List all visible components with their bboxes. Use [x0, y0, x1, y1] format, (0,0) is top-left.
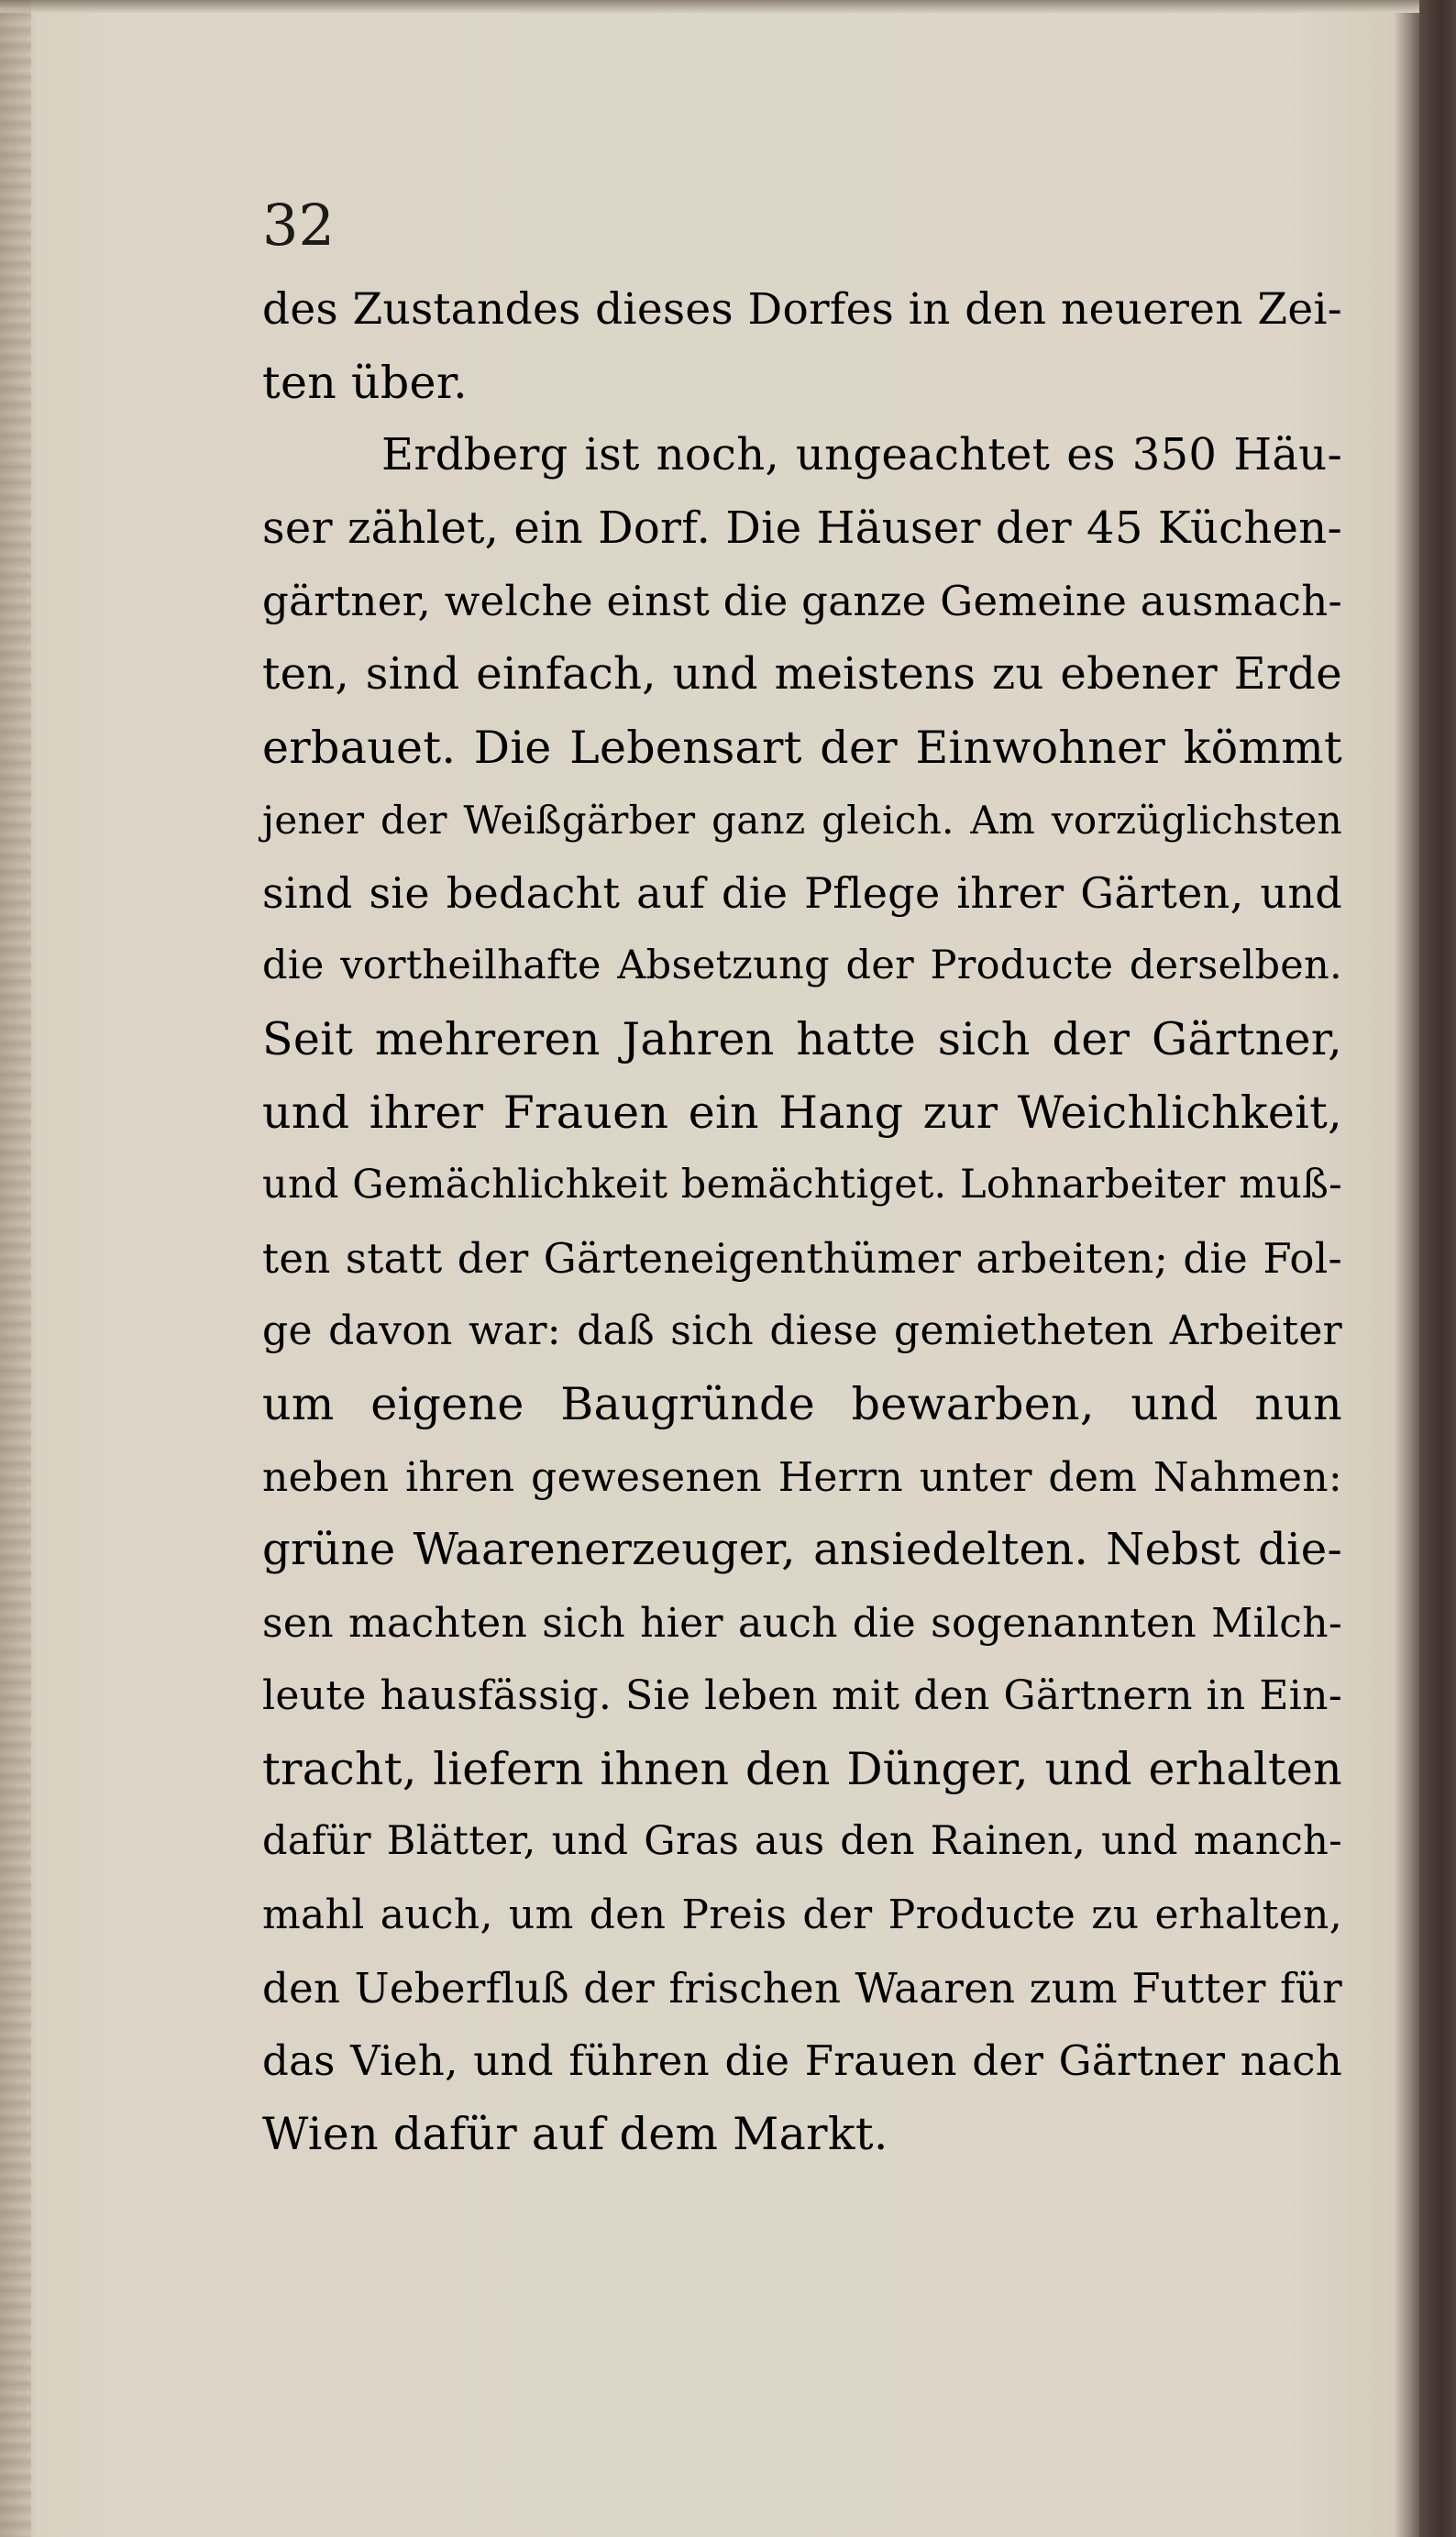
- text-line: des Zustandes dieses Dorfes in den neueren Zei-: [262, 284, 1342, 335]
- book-cover-edge: [1419, 0, 1456, 2537]
- text-line: Erdberg ist noch, ungeachtet es 350 Häu-: [381, 429, 1342, 481]
- text-line: Wien dafür auf dem Markt.: [262, 2107, 888, 2160]
- text-line: ten statt der Gärteneigenthümer arbeiten; die Fol-: [262, 1233, 1342, 1283]
- text-line: jener der Weißgärber ganz gleich. Am vorzüglichsten: [262, 798, 1342, 844]
- body-text: [262, 273, 1342, 2170]
- text-line: sind sie bedacht auf die Pflege ihrer Gärten, und: [262, 867, 1342, 918]
- text-line: sen machten sich hier auch die sogenannten Milch-: [262, 1599, 1342, 1647]
- text-line: mahl auch, um den Preis der Producte zu erhalten,: [262, 1892, 1342, 1939]
- page-top-edge: [0, 0, 1456, 13]
- text-line: um eigene Baugründe bewarben, und nun: [262, 1377, 1342, 1430]
- text-line: grüne Waarenerzeuger, ansiedelten. Nebst die-: [262, 1524, 1342, 1576]
- text-line: und Gemächlichkeit bemächtiget. Lohnarbeiter muß-: [262, 1162, 1342, 1208]
- text-line: ser zählet, ein Dorf. Die Häuser der 45 Küchen-: [262, 502, 1342, 554]
- text-line: ten über.: [262, 356, 469, 409]
- text-line: die vortheilhafte Absetzung der Producte derselben.: [262, 943, 1342, 989]
- text-line: dafür Blätter, und Gras aus den Rainen, und manch-: [262, 1818, 1342, 1865]
- text-line: den Ueberfluß der frischen Waaren zum Futter für: [262, 1963, 1342, 2013]
- text-line: tracht, liefern ihnen den Dünger, und erhalten: [262, 1742, 1342, 1795]
- text-line: Seit mehreren Jahren hatte sich der Gärtner,: [262, 1012, 1342, 1065]
- text-line: und ihrer Frauen ein Hang zur Weichlichkeit,: [262, 1086, 1342, 1139]
- text-line: gärtner, welche einst die ganze Gemeine ausmach-: [262, 577, 1342, 626]
- text-line: ge davon war: daß sich diese gemietheten Arbeiter: [262, 1307, 1342, 1355]
- text-line: neben ihren gewesenen Herrn unter dem Nahmen:: [262, 1453, 1342, 1501]
- text-line: ten, sind einfach, und meistens zu ebener Erde: [262, 647, 1342, 700]
- text-line: erbauet. Die Lebensart der Einwohner kömmt: [262, 721, 1342, 774]
- page-binding-edge: [0, 0, 31, 2537]
- page-number: 32: [262, 192, 335, 259]
- text-line: das Vieh, und führen die Frauen der Gärtner nach: [262, 2036, 1342, 2086]
- text-line: leute hausfässig. Sie leben mit den Gärtnern in Ein-: [262, 1672, 1342, 1720]
